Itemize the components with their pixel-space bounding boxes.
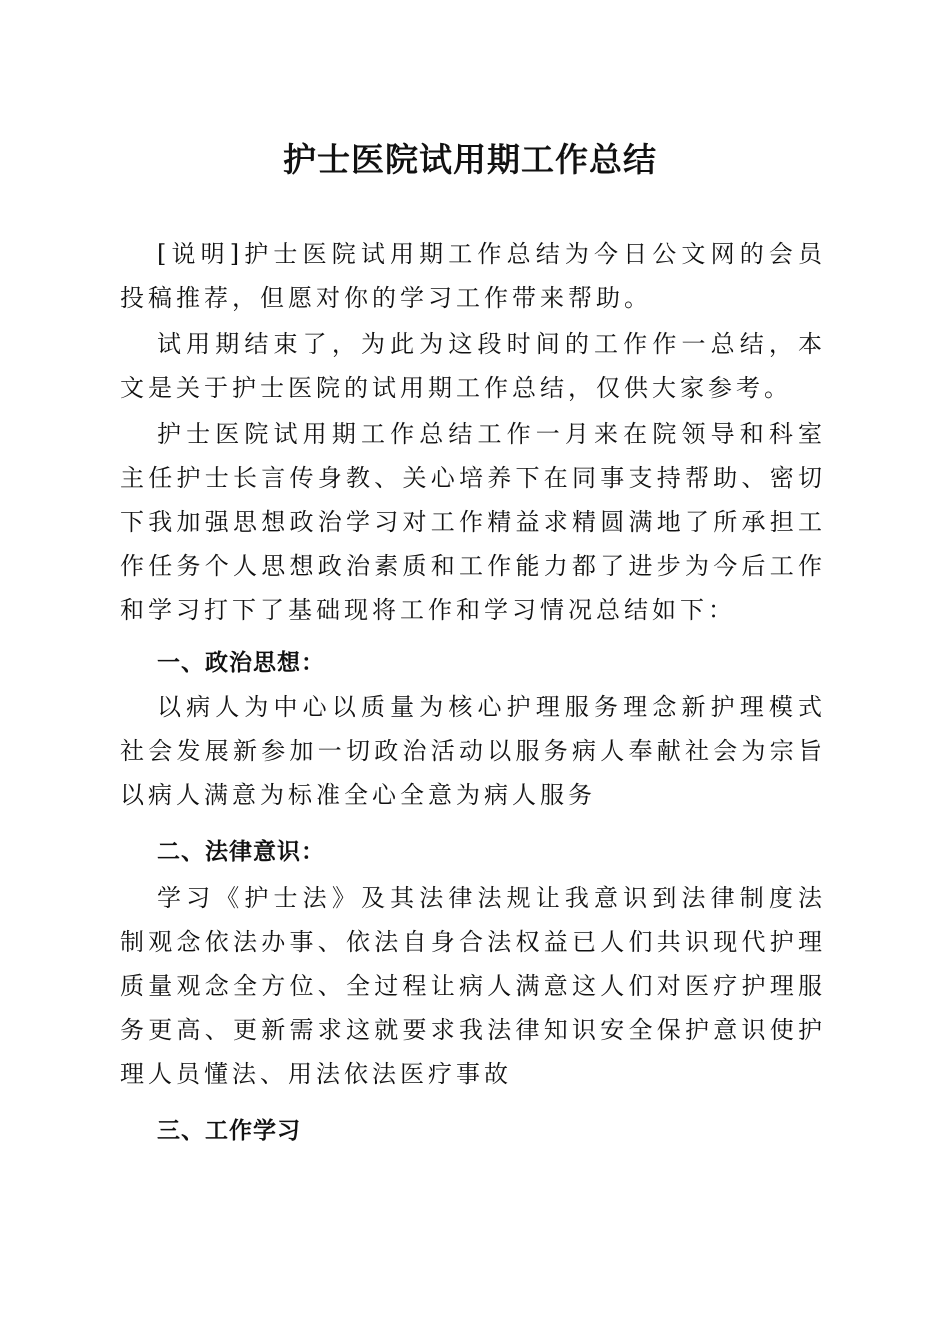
heading-legal-awareness: 二、法律意识： (157, 839, 325, 865)
summary-paragraph: 护士医院试用期工作总结工作一月来在院领导和科室主任护士长言传身教、关心培养下在同事支持帮助、密切下我加强思想政治学习对工作精益求精圆满地了所承担工作任务个人思想政治素质和工作能力都了进步为今后工作和学习打下了基础现将工作和学习情况总结如下： (120, 420, 826, 624)
legal-paragraph: 学习《护士法》及其法律法规让我意识到法律制度法制观念依法办事、依法自身合法权益已人们共识现代护理质量观念全方位、全过程让病人满意这人们对医疗护理服务更高、更新需求这就要求我法律知识安全保护意识使护理人员懂法、用法依法医疗事故 (120, 884, 826, 1088)
political-paragraph: 以病人为中心以质量为核心护理服务理念新护理模式社会发展新参加一切政治活动以服务病人奉献社会为宗旨以病人满意为标准全心全意为病人服务 (120, 693, 826, 809)
note-paragraph: [说明]护士医院试用期工作总结为今日公文网的会员投稿推荐，但愿对你的学习工作带来帮助。 (120, 240, 826, 312)
heading-political-thought: 一、政治思想： (157, 650, 325, 676)
document-title: 护士医院试用期工作总结 (283, 140, 657, 179)
heading-work-study: 三、工作学习 (157, 1118, 301, 1144)
intro-paragraph: 试用期结束了，为此为这段时间的工作作一总结，本文是关于护士医院的试用期工作总结，仅供大家参考。 (120, 330, 826, 402)
document-body (120, 232, 826, 1153)
